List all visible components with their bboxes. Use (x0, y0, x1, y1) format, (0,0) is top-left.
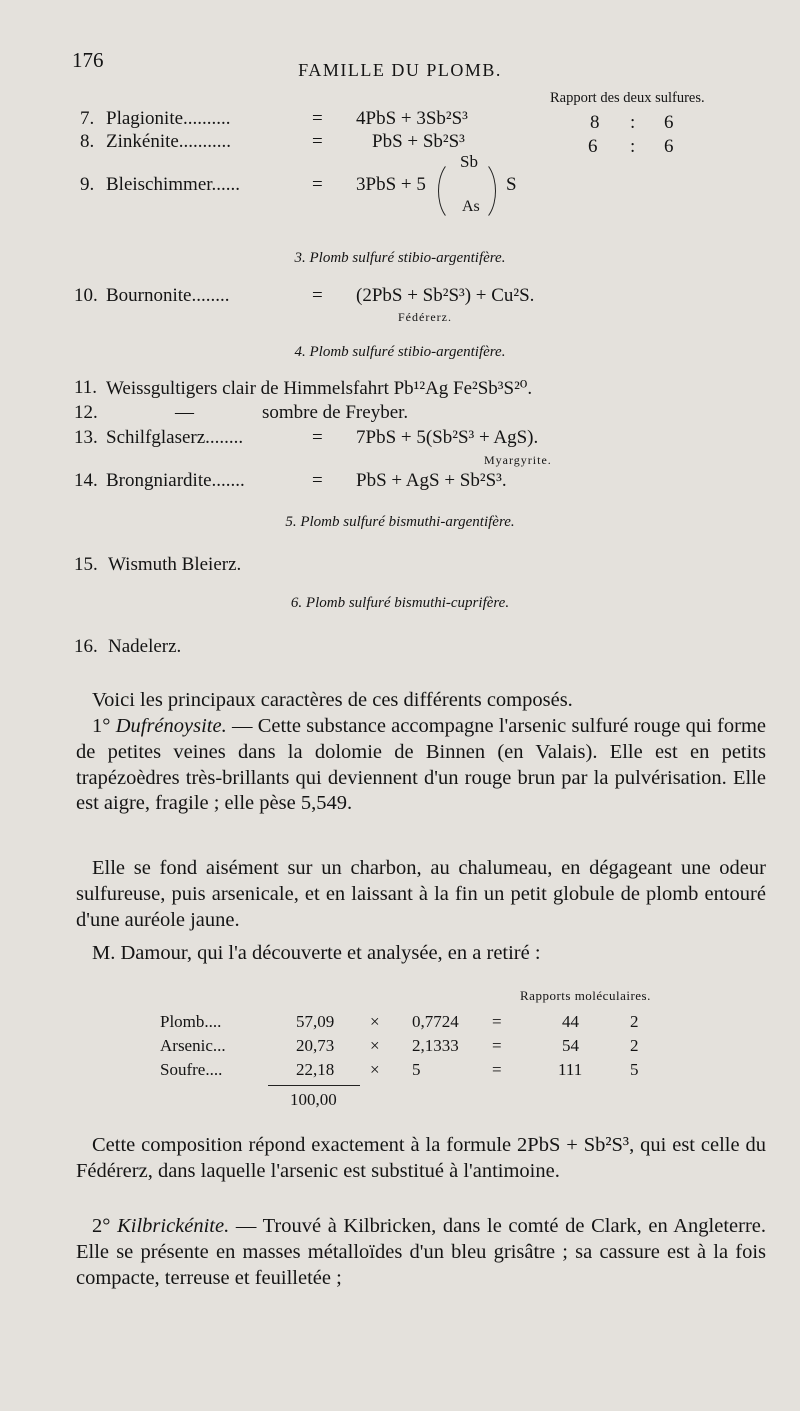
equals-sign: = (312, 470, 323, 491)
factor-value: 2,1333 (412, 1036, 459, 1055)
paragraph-text: M. Damour, qui l'a découverte et analysée, en a retiré : (92, 942, 541, 964)
multiply-sign: × (370, 1036, 380, 1055)
formula: 4PbS + 3Sb²S³ (356, 108, 468, 129)
ratio-colon: : (630, 136, 636, 157)
mineral-name: Wismuth Bleierz. (108, 554, 242, 575)
factor-value: 0,7724 (412, 1012, 459, 1031)
paragraph (76, 1214, 766, 1291)
equals-sign: = (312, 108, 323, 129)
paragraph-text: — Cette substance accompagne l'arsenic sulfuré rouge qui forme de petites veines dans la dolomie de Binnen (en Valais). Elle est en petits trapézoèdres très-brillants qui deviennent d'un rouge brun par la pulvérisation. Elle est aigre, fragile ; elle pèse 5,549. (76, 715, 766, 815)
paragraph (76, 1133, 766, 1185)
list-number: 12. (74, 402, 98, 423)
multiply-sign: × (370, 1012, 380, 1031)
section-heading: 3. Plomb sulfuré stibio-argentifère. (294, 250, 506, 266)
paragraph-text: — Trouvé à Kilbricken, dans le comté de Clark, en Angleterre. Elle se présente en masses métalloïdes d'un bleu grisâtre ; sa cassure est à la fois compacte, terreuse et feuilletée ; (76, 1215, 767, 1289)
formula: 7PbS + 5(Sb²S³ + AgS). (356, 427, 539, 448)
paragraph (76, 688, 766, 714)
multiply-sign: × (370, 1060, 380, 1079)
list-number: 11. (74, 377, 98, 398)
ditto-dash: — (175, 402, 194, 423)
factor-value: 5 (412, 1060, 421, 1079)
mineral-name: Plagionite.......... (106, 108, 231, 129)
element-name: Plomb.... (160, 1012, 222, 1031)
list-number: 9. (80, 174, 95, 195)
formula: 3PbS + 5 (356, 174, 426, 195)
molecular-value: 54 (562, 1036, 579, 1055)
list-number: 16. (74, 636, 98, 657)
equals-sign: = (492, 1012, 502, 1031)
synonym: Myargyrite. (484, 453, 552, 467)
paragraph-lead: 2° (92, 1215, 118, 1237)
formula-sb: Sb (460, 152, 478, 171)
mineral-entry: Weissgultigers clair de Himmelsfahrt Pb¹²Ag Fe²Sb³S²⁰. (106, 378, 533, 399)
total-value: 100,00 (290, 1090, 337, 1109)
ratio-colon: : (630, 112, 636, 133)
ratio-value: 8 (590, 112, 600, 133)
list-number: 8. (80, 131, 95, 152)
equals-sign: = (312, 427, 323, 448)
mineral-name: Bleischimmer...... (106, 174, 241, 195)
paragraph-lead: 1° (92, 715, 116, 737)
formula: PbS + Sb²S³ (372, 131, 465, 152)
list-number: 14. (74, 470, 98, 491)
ratio-value: 5 (630, 1060, 639, 1079)
mineral-name: Schilfglaserz........ (106, 427, 244, 448)
synonym: Fédérerz. (398, 310, 452, 324)
formula: PbS + AgS + Sb²S³. (356, 470, 507, 491)
paragraph-text: Cette composition répond exactement à la formule 2PbS + Sb²S³, qui est celle du Fédérerz, dans laquelle l'arsenic est substitué à l'antimoine. (76, 1134, 766, 1182)
percent-value: 22,18 (296, 1060, 335, 1079)
paragraph (76, 856, 766, 933)
sum-rule (268, 1085, 360, 1086)
element-name: Arsenic... (160, 1036, 226, 1055)
equals-sign: = (492, 1036, 502, 1055)
ratio-value: 6 (664, 136, 674, 157)
element-name: Soufre.... (160, 1060, 223, 1079)
paragraph (76, 714, 766, 817)
running-head: FAMILLE DU PLOMB. (298, 60, 502, 80)
mineral-entry: sombre de Freyber. (262, 402, 409, 423)
percent-value: 20,73 (296, 1036, 335, 1055)
list-number: 13. (74, 427, 98, 448)
paragraph-text: Elle se fond aisément sur un charbon, au chalumeau, en dégageant une odeur sulfureuse, puis arsenicale, et en laissant à la fin un petit globule de plomb entouré d'une auréole jaune. (76, 857, 766, 931)
equals-sign: = (312, 174, 323, 195)
rapport-column-header: Rapport des deux sulfures. (550, 90, 705, 106)
percent-value: 57,09 (296, 1012, 335, 1031)
ratio-value: 6 (588, 136, 598, 157)
formula: (2PbS + Sb²S³) + Cu²S. (356, 285, 535, 306)
ratio-value: 2 (630, 1012, 639, 1031)
mineral-name: Bournonite........ (106, 285, 230, 306)
mineral-name: Zinkénite........... (106, 131, 232, 152)
formula-s: S (506, 174, 517, 195)
page-number: 176 (72, 48, 104, 72)
mineral-title: Kilbrickénite. (117, 1215, 230, 1237)
section-heading: 4. Plomb sulfuré stibio-argentifère. (294, 344, 506, 360)
ratio-value: 6 (664, 112, 674, 133)
mineral-name: Brongniardite....... (106, 470, 245, 491)
equals-sign: = (312, 285, 323, 306)
list-number: 15. (74, 554, 98, 575)
table-header: Rapports moléculaires. (520, 988, 651, 1003)
section-heading: 5. Plomb sulfuré bismuthi-argentifère. (285, 514, 515, 530)
formula-as: As (462, 198, 480, 215)
equals-sign: = (492, 1060, 502, 1079)
equals-sign: = (312, 131, 323, 152)
paragraph-text: Voici les principaux caractères de ces différents composés. (92, 689, 573, 711)
paragraph (76, 941, 766, 967)
list-number: 7. (80, 108, 95, 129)
molecular-value: 44 (562, 1012, 579, 1031)
section-heading: 6. Plomb sulfuré bismuthi-cuprifère. (290, 595, 510, 611)
mineral-title: Dufrénoysite. (115, 715, 227, 737)
mineral-name: Nadelerz. (108, 636, 182, 657)
list-number: 10. (74, 285, 98, 306)
ratio-value: 2 (630, 1036, 639, 1055)
molecular-value: 111 (558, 1060, 583, 1079)
